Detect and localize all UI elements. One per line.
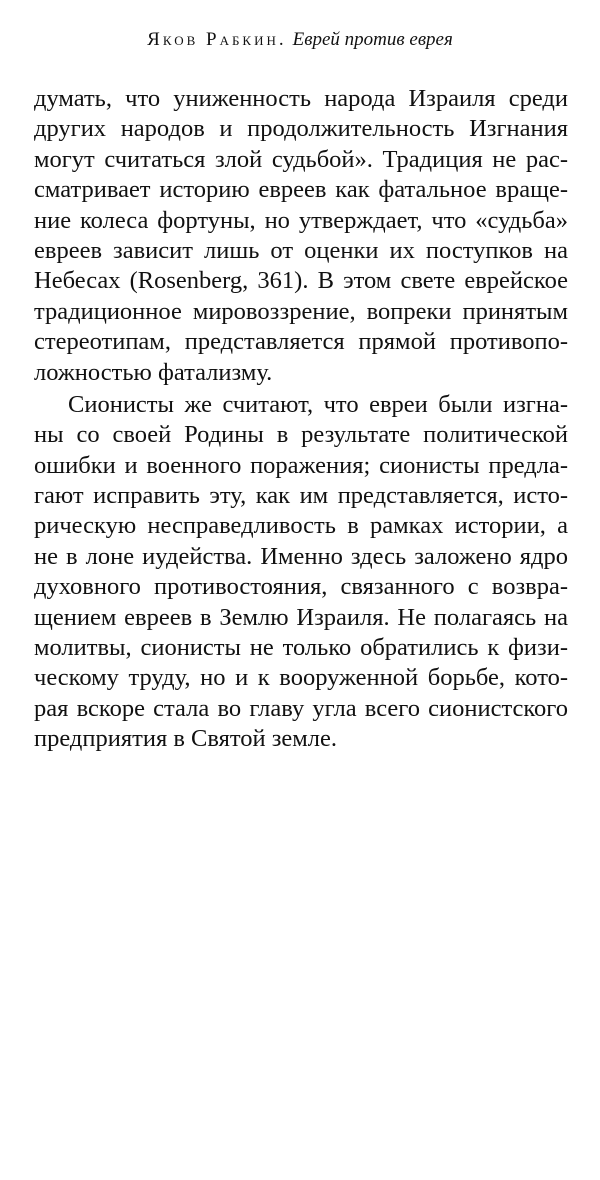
paragraph-1 <box>34 84 568 388</box>
text-line: рая вскоре стала во главу угла всего сионистского <box>34 694 568 722</box>
header-author: Яков Рабкин. <box>147 29 287 50</box>
text-line: стереотипам, представляется прямой противопо- <box>34 328 568 356</box>
text-line: других народов и продолжительность Изгнания <box>34 115 568 143</box>
text-line: рическую несправедливость в рамках истории, а <box>34 512 568 540</box>
text-line: молитвы, сионисты не только обратились к физи- <box>34 634 568 662</box>
text-line: традиционное мировоззрение, вопреки принятым <box>34 297 568 325</box>
text-line: ние колеса фортуны, но утверждает, что «судьба» <box>34 206 568 234</box>
text-line: не в лоне иудейства. Именно здесь заложено ядро <box>34 542 568 570</box>
running-header <box>0 28 600 52</box>
text-line: ны со своей Родины в результате политической <box>34 421 568 449</box>
paragraph-2 <box>34 390 568 755</box>
page-body <box>34 84 568 757</box>
text-line: думать, что униженность народа Израиля среди <box>34 85 568 112</box>
text-line: евреев зависит лишь от оценки их поступков на <box>34 236 568 264</box>
text-line: ложностью фатализму. <box>34 358 273 386</box>
text-line: Сионисты же считают, что евреи были изгна- <box>68 390 568 418</box>
text-line: сматривает историю евреев как фатальное враще- <box>34 176 568 204</box>
text-line: ческому труду, но и к вооруженной борьбе, кото- <box>34 664 568 692</box>
text-line: могут считаться злой судьбой». Традиция не рас- <box>34 145 568 173</box>
text-line: духовного противостояния, связанного с возвра- <box>34 573 568 601</box>
text-line: гают исправить эту, как им представляется, исто- <box>34 482 568 510</box>
header-title: Еврей против еврея <box>292 29 453 50</box>
text-line: предприятия в Святой земле. <box>34 725 338 753</box>
text-line: Небесах (Rosenberg, 361). В этом свете еврейское <box>34 267 568 295</box>
text-line: ошибки и военного поражения; сионисты предла- <box>34 451 568 479</box>
text-line: щением евреев в Землю Израиля. Не полагаясь на <box>34 603 568 631</box>
